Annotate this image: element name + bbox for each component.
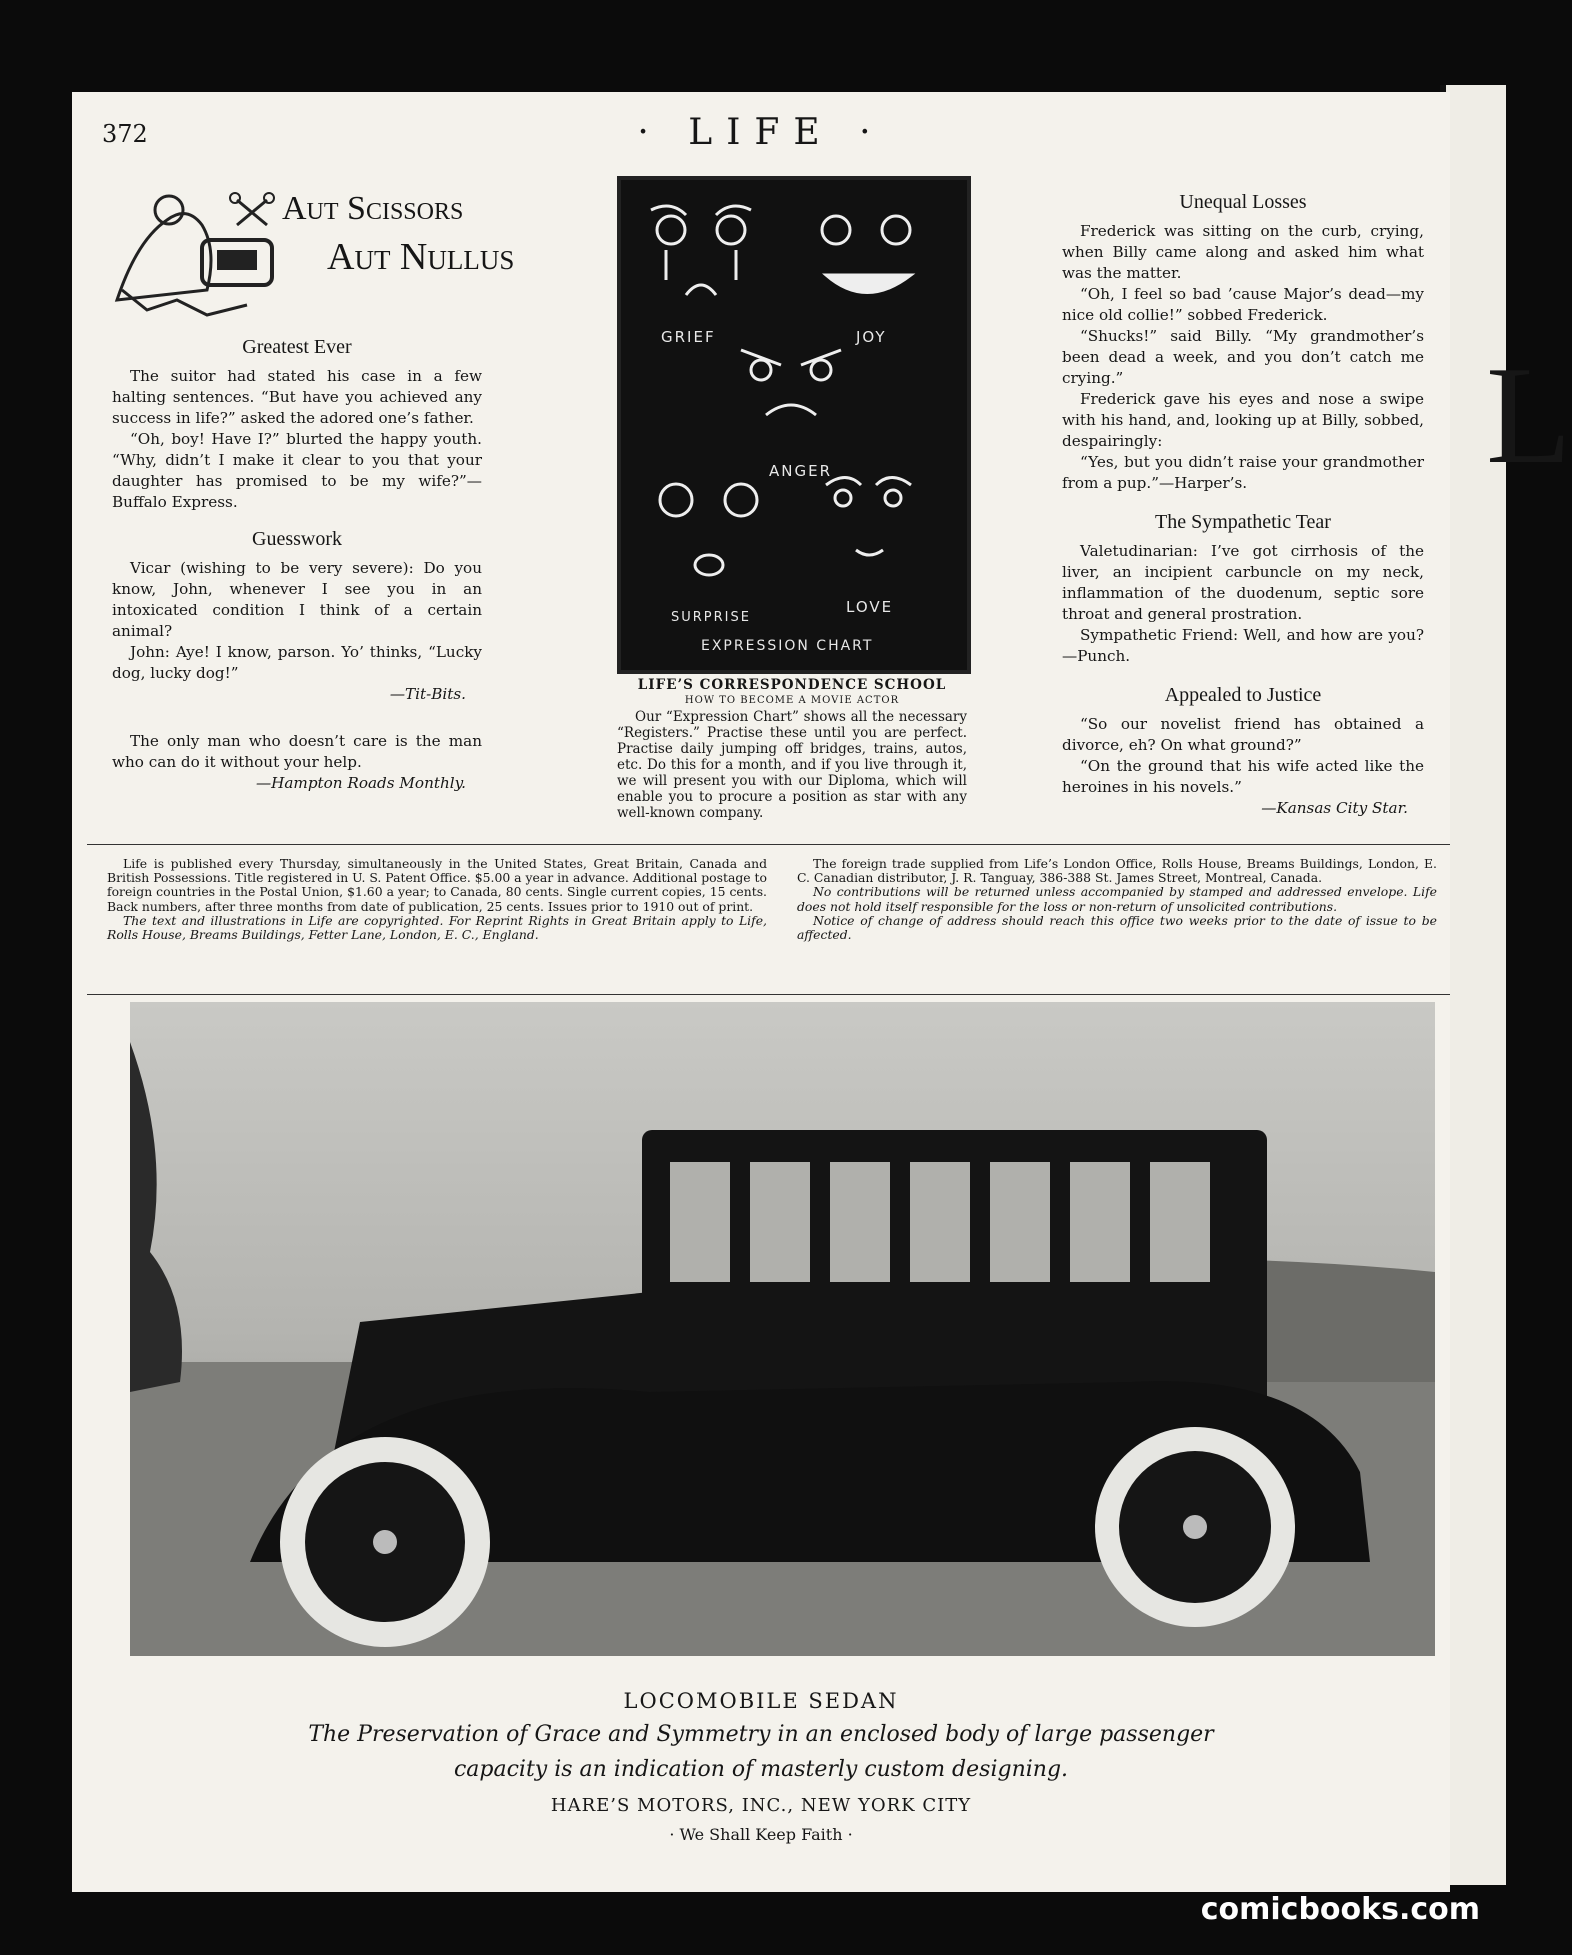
divider-rule: [87, 844, 1450, 845]
page-header: [72, 112, 1450, 152]
article-paragraph: “On the ground that his wife acted like the heroines in his novels.”: [1062, 757, 1424, 796]
chart-label-love: LOVE: [846, 598, 894, 616]
article-paragraph: The only man who doesn’t care is the man who can do it without your help.: [112, 732, 482, 771]
caption-subtitle: HOW TO BECOME A MOVIE ACTOR: [684, 695, 900, 706]
masthead: · LIFE ·: [637, 112, 885, 153]
source-credit: —Kansas City Star.: [1261, 799, 1408, 817]
publication-notice-right: [797, 857, 1437, 942]
article-heading: Unequal Losses: [1179, 191, 1307, 213]
right-column: [1062, 182, 1424, 819]
article-paragraph: Frederick was sitting on the curb, crying, when Billy came along and asked him what was the matter.: [1062, 222, 1424, 282]
article-paragraph: The suitor had stated his case in a few halting sentences. “But have you achieved any success in life?” asked the adored one’s father.: [112, 367, 482, 427]
source-credit: —Tit-Bits.: [389, 685, 466, 703]
scissors-cherub-illustration: [107, 180, 282, 320]
ad-company: HARE’S MOTORS, INC., NEW YORK CITY: [550, 1795, 972, 1816]
caption-title: LIFE’S CORRESPONDENCE SCHOOL: [637, 677, 947, 693]
article-paragraph: “Shucks!” said Billy. “My grandmother’s been dead a week, and you don’t catch me crying.”: [1062, 327, 1424, 387]
faces-illustration: [621, 180, 959, 662]
divider-rule: [87, 994, 1450, 995]
chart-label-grief: GRIEF: [661, 328, 716, 346]
locomobile-sedan-photo: [130, 1002, 1435, 1656]
magazine-page: [72, 92, 1450, 1892]
article-paragraph: “So our novelist friend has obtained a divorce, eh? On what ground?”: [1062, 715, 1424, 754]
chart-label-joy: JOY: [856, 328, 887, 346]
expression-chart: [617, 176, 971, 674]
adjacent-page-letter: L: [1486, 338, 1572, 493]
article-heading: Greatest Ever: [242, 336, 352, 358]
chart-caption: [617, 677, 967, 821]
sedan-illustration: [130, 1002, 1435, 1656]
article-paragraph: Vicar (wishing to be very severe): Do you know, John, whenever I see you in an intoxicated condition I think of a certain animal?: [112, 559, 482, 640]
logo-title-line2: Aut Nullus: [327, 236, 515, 278]
logo-title-line1: Aut Scissors: [282, 190, 464, 227]
watermark: comicbooks.com: [1200, 1892, 1480, 1927]
article-paragraph: Valetudinarian: I’ve got cirrhosis of the liver, an incipient carbuncle on my neck, inflammation of the duodenum, septic sore throat and general prostration.: [1062, 542, 1424, 623]
article-paragraph: “Oh, boy! Have I?” blurted the happy youth. “Why, didn’t I make it clear to you that your daughter has promised to be my wife?”—Buffalo Express.: [112, 430, 482, 511]
chart-label-title: EXPRESSION CHART: [701, 638, 874, 654]
article-heading: The Sympathetic Tear: [1155, 511, 1331, 533]
article-heading: Appealed to Justice: [1164, 684, 1322, 706]
article-paragraph: John: Aye! I know, parson. Yo’ thinks, “Lucky dog, lucky dog!”: [112, 643, 482, 682]
article-paragraph: Frederick gave his eyes and nose a swipe with his hand, and, looking up at Billy, sobbed, despairingly:: [1062, 390, 1424, 450]
article-paragraph: “Oh, I feel so bad ’cause Major’s dead—my nice old collie!” sobbed Frederick.: [1062, 285, 1424, 324]
column-logo: [107, 180, 537, 320]
notice-paragraph: The text and illustrations in Life are copyrighted. For Reprint Rights in Great Britain apply to Life, Rolls House, Breams Buildings, Fetter Lane, London, E. C., England.: [107, 912, 767, 943]
ad-copy-line2: capacity is an indication of masterly custom designing.: [453, 1757, 1069, 1782]
notice-paragraph: Notice of change of address should reach this office two weeks prior to the date of issue to be affected.: [797, 912, 1437, 943]
article-heading: Guesswork: [252, 528, 342, 550]
source-credit: —Hampton Roads Monthly.: [255, 774, 466, 792]
left-column: [112, 327, 482, 794]
ad-slogan: · We Shall Keep Faith ·: [669, 1825, 853, 1844]
publication-notice-left: [107, 857, 767, 942]
chart-label-anger: ANGER: [769, 462, 833, 480]
notice-paragraph: Life is published every Thursday, simultaneously in the United States, Great Britain, Canada and British Possessions. Title registered in U. S. Patent Office. $5.00 a year in advance. Additional postage to foreign countries in the Postal Union, $1.60 a year; to Canada, 80 cents. Single current copies, 15 cents. Back numbers, after three months from date of publication, 25 cents. Issues prior to 1910 out of print.: [107, 856, 767, 914]
article-paragraph: “Yes, but you didn’t raise your grandmother from a pup.”—Harper’s.: [1062, 453, 1424, 492]
article-paragraph: Sympathetic Friend: Well, and how are you?—Punch.: [1062, 626, 1424, 665]
notice-paragraph: No contributions will be returned unless accompanied by stamped and addressed envelope. Life does not hold itself responsible for the loss or non-return of unsolicited contributions.: [797, 884, 1437, 914]
notice-paragraph: The foreign trade supplied from Life’s London Office, Rolls House, Breams Buildings, London, E. C. Canadian distributor, J. R. Tanguay, 386-388 St. James Street, Montreal, Canada.: [797, 856, 1437, 886]
page-number: 372: [102, 120, 148, 148]
chart-label-surprise: SURPRISE: [671, 610, 751, 625]
ad-title: LOCOMOBILE SEDAN: [623, 1689, 899, 1713]
ad-copy-line1: The Preservation of Grace and Symmetry in an enclosed body of large passenger: [308, 1722, 1214, 1747]
caption-body: Our “Expression Chart” shows all the necessary “Registers.” Practise these until you are perfect. Practise daily jumping off bridges, trains, autos, etc. Do this for a month, and if you live through it, we will present you with our Diploma, which will enable you to procure a position as star with any well-known company.: [617, 709, 967, 821]
